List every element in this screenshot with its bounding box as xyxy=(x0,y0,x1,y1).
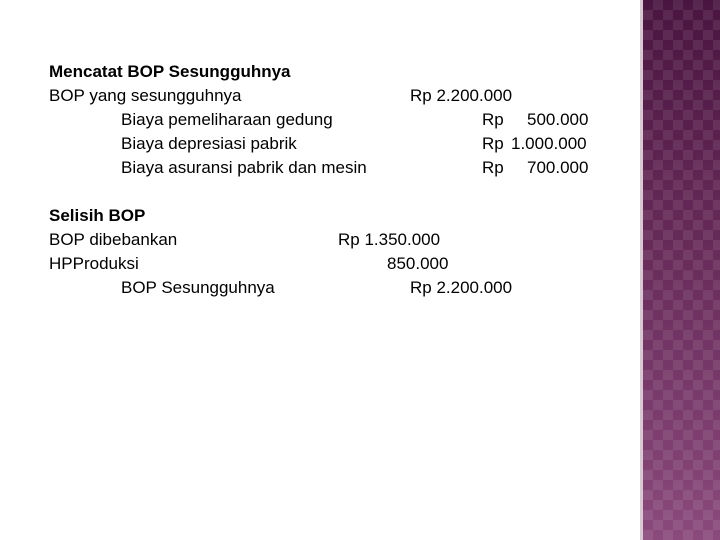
hpproduksi-amount: 850.000 xyxy=(387,254,449,273)
item-label: Biaya pemeliharaan gedung xyxy=(121,110,333,129)
item-currency: Rp xyxy=(482,110,504,129)
bop-actual-total-amount: Rp 2.200.000 xyxy=(410,278,513,297)
decorative-side-strip xyxy=(643,0,720,540)
item-currency: Rp xyxy=(482,158,504,177)
bop-actual-label: BOP yang sesungguhnya xyxy=(49,86,242,105)
item-label: Biaya depresiasi pabrik xyxy=(121,134,297,153)
item-amount: 1.000.000 xyxy=(511,134,587,153)
item-currency: Rp xyxy=(482,134,504,153)
bop-applied-label: BOP dibebankan xyxy=(49,230,178,249)
item-amount: 700.000 xyxy=(527,158,589,177)
item-label: Biaya asuransi pabrik dan mesin xyxy=(121,158,367,177)
section1-title: Mencatat BOP Sesungguhnya xyxy=(49,62,291,81)
hpproduksi-label: HPProduksi xyxy=(49,254,139,273)
section2-title: Selisih BOP xyxy=(49,206,146,225)
item-amount: 500.000 xyxy=(527,110,589,129)
bop-applied-amount: Rp 1.350.000 xyxy=(338,230,441,249)
bop-actual-amount: Rp 2.200.000 xyxy=(410,86,513,105)
bop-actual-total-label: BOP Sesungguhnya xyxy=(121,278,275,297)
